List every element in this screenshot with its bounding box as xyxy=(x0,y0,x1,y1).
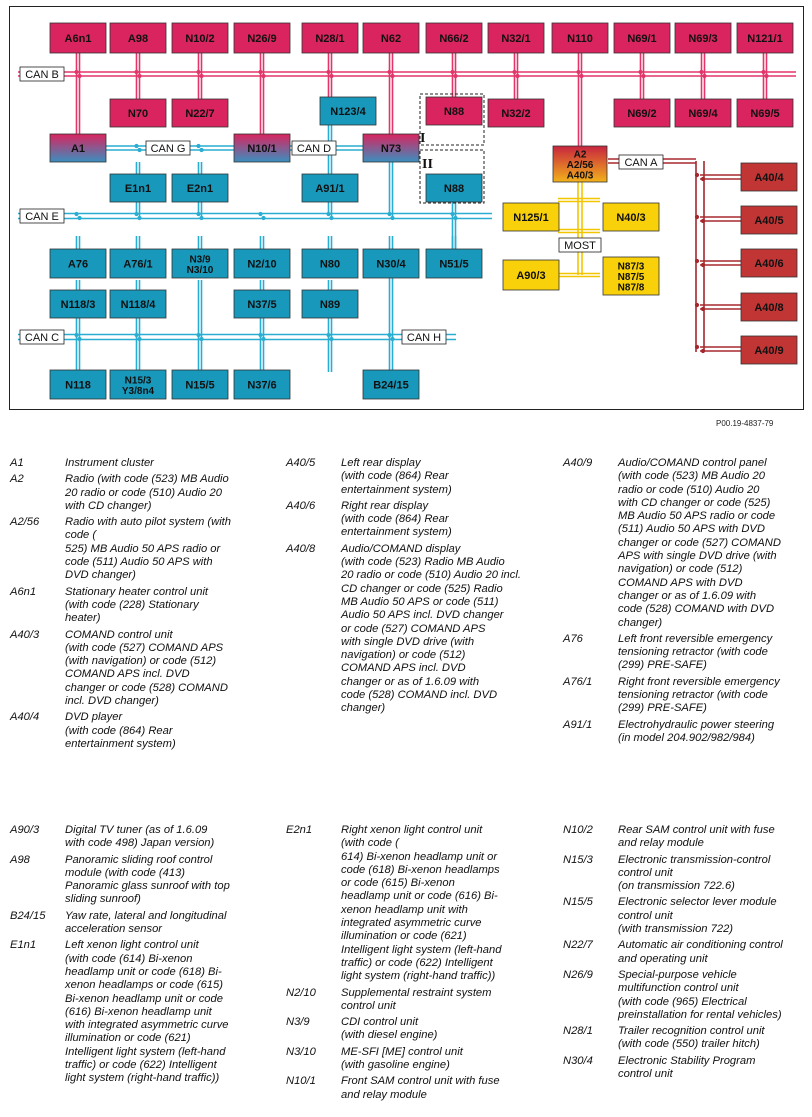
junction-dot xyxy=(695,173,699,177)
bus-label-can-h xyxy=(402,330,446,344)
bus-label-text: CAN G xyxy=(150,143,186,155)
module-label: N69/1 xyxy=(627,33,657,45)
bus-label-text: CAN C xyxy=(24,332,60,344)
module-n123-4 xyxy=(320,97,376,125)
module-label: N10/2 xyxy=(185,33,215,45)
legend-entry xyxy=(10,629,272,709)
junction-dot xyxy=(641,74,645,78)
module-n30-4 xyxy=(363,249,419,278)
junction-dot xyxy=(77,216,81,220)
legend-entry xyxy=(10,939,272,1085)
module-label: A40/8 xyxy=(754,302,784,314)
bus-label-text: CAN A xyxy=(624,157,658,169)
legend-entry xyxy=(286,987,548,1014)
module-label: N69/4 xyxy=(688,108,718,120)
junction-dot xyxy=(261,337,265,341)
legend-description: Radio (with code (523) MB Audio 20 radio or code (510) Audio 20 with CD changer) xyxy=(65,473,229,512)
junction-dot xyxy=(764,74,768,78)
module-n40-3 xyxy=(603,203,659,231)
module-label: N118 xyxy=(65,379,91,392)
module-n125-1 xyxy=(503,203,559,231)
junction-dot xyxy=(579,74,583,78)
module-n73 xyxy=(363,134,419,162)
module-label: N66/2 xyxy=(439,33,469,45)
module-label: B24/15 xyxy=(373,379,409,392)
junction-dot xyxy=(196,333,200,337)
module-label: A40/5 xyxy=(754,215,784,227)
junction-dot xyxy=(638,70,642,74)
legend-description: Automatic air conditioning control and operating unit xyxy=(618,939,783,965)
legend-entry xyxy=(563,1025,808,1052)
legend-description: Electronic selector lever module control unit (with transmission 722) xyxy=(618,896,777,936)
module-label: A90/3 xyxy=(516,270,546,282)
module-label: N15/5 xyxy=(185,379,215,392)
junction-dot xyxy=(390,216,394,220)
junction-dot xyxy=(74,333,78,337)
legend-description: Rear SAM control unit with fuse and relay module xyxy=(618,824,775,850)
module-n121-1 xyxy=(737,23,793,53)
network-topology-diagram xyxy=(0,0,812,420)
junction-dot xyxy=(258,333,262,337)
module-label: A76 xyxy=(67,258,89,271)
bus-label-can-g xyxy=(146,141,190,155)
junction-dot xyxy=(199,148,203,152)
legend-entry xyxy=(563,824,808,851)
legend-entry xyxy=(563,854,808,894)
legend-code: N28/1 xyxy=(563,1025,593,1038)
module-label: N69/3 xyxy=(688,33,718,45)
module-label: N51/5 xyxy=(439,258,469,271)
legend-column-5 xyxy=(286,824,548,1105)
junction-dot xyxy=(453,216,457,220)
legend-description: Audio/COMAND display (with code (523) Radio MB Audio 20 radio or code (510) Audio 20 incl. CD changer or code (525) Radio MB Audio 50 APS or code (511) Audio 50 APS incl. DVD changer or code (527) COMAND APS with single DVD drive (with navigation) or code (512) COMAND APS incl. DVD changer or as of 1.6.09 with code (528) COMAND incl. DVD changer) xyxy=(341,542,521,715)
junction-dot xyxy=(699,70,703,74)
legend-code: N10/1 xyxy=(286,1075,316,1088)
module-n69-1 xyxy=(614,23,670,53)
junction-dot xyxy=(77,337,81,341)
module-label: A40/4 xyxy=(754,172,784,184)
legend-code: A2/56 xyxy=(10,516,40,529)
junction-dot xyxy=(258,70,262,74)
bus-label-can-d xyxy=(292,141,336,155)
legend-entry xyxy=(563,939,808,966)
legend-code: N26/9 xyxy=(563,968,593,981)
legend-entry xyxy=(10,854,272,907)
junction-dot xyxy=(74,70,78,74)
module-label: N118/3 xyxy=(60,299,96,311)
module-label: N125/1 xyxy=(513,212,549,224)
module-n26-9 xyxy=(234,23,290,53)
junction-dot xyxy=(695,345,699,349)
junction-dot xyxy=(701,219,705,223)
legend-entry xyxy=(10,586,272,626)
legend-code: A40/4 xyxy=(10,711,40,724)
junction-dot xyxy=(576,70,580,74)
module-a90-3 xyxy=(503,260,559,290)
legend-description: COMAND control unit (with code (527) COMAND APS (with navigation) or code (512) COMAND APS incl. DVD changer or code (528) COMAND incl. DVD changer) xyxy=(65,628,228,708)
legend-column-6 xyxy=(563,824,808,1084)
module-label: N69/2 xyxy=(627,108,657,120)
module-a76 xyxy=(50,249,106,278)
module-a40-9 xyxy=(741,336,797,364)
figure-id: P00.19-4837-79 xyxy=(716,419,774,428)
module-n87 xyxy=(603,257,659,295)
module-label: N2/10 xyxy=(247,258,277,271)
junction-dot xyxy=(137,74,141,78)
module-label: N73 xyxy=(380,143,402,155)
junction-dot xyxy=(695,215,699,219)
legend-code: A1 xyxy=(10,457,24,469)
module-n15-5 xyxy=(172,370,228,399)
legend-description: Panoramic sliding roof control module (with code (413) Panoramic glass sunroof with top sliding sunroof) xyxy=(65,853,230,906)
junction-dot xyxy=(137,216,141,220)
module-label: A91/1 xyxy=(315,183,345,195)
legend-description: Right xenon light control unit (with code ( 614) Bi-xenon headlamp unit or code (618) Bi-xenon headlamps or code (615) Bi-xenon headlamp unit or code (616) Bi- xenon headlamp unit with integrated asymmetric curve illumination or code (621) Intelligent light system (left-hand traffic) or code (622) Intelligent light system (right-hand traffic)) xyxy=(341,824,502,983)
module-a40-6 xyxy=(741,249,797,277)
junction-dot xyxy=(199,74,203,78)
legend-code: B24/15 xyxy=(10,909,46,922)
legend-description: Audio/COMAND control panel (with code (523) MB Audio 20 radio or code (510) Audio 20 with CD changer or code (525) MB Audio 50 APS radio or code (511) Audio 50 APS with DVD changer or code (527) COMAND APS with single DVD drive (with navigation) or code (512) COMAND APS with DVD changer or as of 1.6.09 with code (528) COMAND with DVD changer) xyxy=(618,457,781,629)
module-n37-6 xyxy=(234,370,290,399)
legend-code: A2 xyxy=(10,473,24,486)
legend-code: A40/5 xyxy=(286,457,316,469)
junction-dot xyxy=(450,212,454,216)
module-n70 xyxy=(110,99,166,127)
junction-dot xyxy=(387,333,391,337)
module-n3 xyxy=(172,249,228,278)
legend-description: Radio with auto pilot system (with code ( 525) MB Audio 50 APS radio or code (511) Audio 50 APS with DVD changer) xyxy=(65,516,232,582)
module-e2n1 xyxy=(172,174,228,202)
module-label: A2/56 xyxy=(566,160,594,171)
module-n88-top xyxy=(426,97,482,125)
legend-description: Electronic transmission-control control unit (on transmission 722.6) xyxy=(618,853,771,893)
module-label: A40/9 xyxy=(754,345,784,357)
legend-code: E1n1 xyxy=(10,939,37,952)
legend-code: A98 xyxy=(10,853,30,866)
legend-entry xyxy=(286,1016,548,1043)
bus-label-text: CAN D xyxy=(296,143,332,155)
junction-dot xyxy=(196,70,200,74)
legend-code: A76/1 xyxy=(563,675,593,688)
junction-dot xyxy=(329,337,333,341)
legend-code: N2/10 xyxy=(286,986,316,999)
junction-dot xyxy=(196,144,200,148)
module-n10-1 xyxy=(234,134,290,162)
option-numeral-roman_1: I xyxy=(420,131,426,146)
junction-dot xyxy=(77,74,81,78)
legend-description: DVD player (with code (864) Rear entertainment system) xyxy=(65,711,176,750)
junction-dot xyxy=(326,212,330,216)
junction-dot xyxy=(137,337,141,341)
junction-dot xyxy=(261,216,265,220)
module-label: N88 xyxy=(443,183,465,195)
legend-description: Electrohydraulic power steering (in model 204.902/982/984) xyxy=(618,718,775,744)
module-label: N30/4 xyxy=(376,258,406,271)
junction-dot xyxy=(329,74,333,78)
legend-column-2 xyxy=(286,457,548,719)
module-label: N70 xyxy=(127,108,149,120)
legend-code: A90/3 xyxy=(10,824,40,836)
legend-description: Right rear display (with code (864) Rear entertainment system) xyxy=(341,499,452,539)
legend-entry xyxy=(10,516,272,582)
module-n89 xyxy=(302,290,358,318)
legend-code: N22/7 xyxy=(563,939,593,952)
bus-label-can-c xyxy=(20,330,64,344)
junction-dot xyxy=(695,259,699,263)
legend-entry xyxy=(10,910,272,937)
legend-entry xyxy=(563,719,808,746)
legend-code: A91/1 xyxy=(563,718,593,731)
junction-dot xyxy=(453,74,457,78)
legend-description: Trailer recognition control unit (with code (550) trailer hitch) xyxy=(618,1025,765,1051)
module-n32-1 xyxy=(488,23,544,53)
junction-dot xyxy=(196,212,200,216)
module-n51-5 xyxy=(426,249,482,278)
bus-label-can-a xyxy=(619,155,663,169)
module-n118-4 xyxy=(110,290,166,318)
module-label: N3/9 xyxy=(189,254,211,266)
legend-entry xyxy=(563,896,808,936)
module-n110 xyxy=(552,23,608,53)
module-label: N118/4 xyxy=(120,299,156,311)
module-label: N37/6 xyxy=(247,379,277,392)
module-a91-1 xyxy=(302,174,358,202)
legend-entry xyxy=(10,457,272,470)
junction-dot xyxy=(137,148,141,152)
bus-label-can-b xyxy=(20,67,64,81)
junction-dot xyxy=(199,337,203,341)
module-label: N15/3 xyxy=(124,375,152,387)
legend-description: Yaw rate, lateral and longitudinal acceleration sensor xyxy=(65,909,227,936)
module-a40-8 xyxy=(741,293,797,321)
module-label: N123/4 xyxy=(330,106,366,118)
module-b24-15 xyxy=(363,370,419,399)
junction-dot xyxy=(702,74,706,78)
module-label: N62 xyxy=(380,33,402,45)
legend-description: Instrument cluster xyxy=(65,457,154,469)
legend-entry xyxy=(286,457,548,497)
junction-dot xyxy=(390,74,394,78)
module-n32-2 xyxy=(488,99,544,127)
legend-entry xyxy=(563,676,808,716)
legend-description: Left front reversible emergency tensioning retractor (with code (299) PRE-SAFE) xyxy=(618,632,773,672)
junction-dot xyxy=(74,212,78,216)
module-label: A6n1 xyxy=(64,33,92,45)
junction-dot xyxy=(258,212,262,216)
module-n69-4 xyxy=(675,99,731,127)
module-n88-bottom xyxy=(426,174,482,202)
module-label: N40/3 xyxy=(616,212,646,224)
module-a98 xyxy=(110,23,166,53)
junction-dot xyxy=(695,303,699,307)
legend-column-4 xyxy=(10,824,272,1089)
module-a2 xyxy=(553,146,607,182)
junction-dot xyxy=(134,212,138,216)
legend-entry xyxy=(563,1055,808,1082)
junction-dot xyxy=(387,212,391,216)
legend-column-3 xyxy=(563,457,808,748)
legend-entry xyxy=(563,633,808,673)
legend-code: E2n1 xyxy=(286,824,313,836)
legend-entry xyxy=(563,969,808,1022)
junction-dot xyxy=(701,177,705,181)
module-label: N87/5 xyxy=(617,272,645,283)
module-label: N26/9 xyxy=(247,33,277,45)
legend-description: Electronic Stability Program control unit xyxy=(618,1054,756,1081)
legend-code: N15/3 xyxy=(563,853,593,866)
bus-label-most xyxy=(559,238,601,252)
module-label: N80 xyxy=(319,258,341,271)
module-n10-2 xyxy=(172,23,228,53)
legend-code: N3/10 xyxy=(286,1045,316,1058)
module-label: N10/1 xyxy=(247,143,277,155)
legend-description: Supplemental restraint system control unit xyxy=(341,986,492,1012)
module-n80 xyxy=(302,249,358,278)
junction-dot xyxy=(326,70,330,74)
module-n66-2 xyxy=(426,23,482,53)
legend-entry xyxy=(10,711,272,751)
legend-code: A40/6 xyxy=(286,499,316,512)
module-label: A2 xyxy=(573,149,587,161)
junction-dot xyxy=(512,70,516,74)
junction-dot xyxy=(450,70,454,74)
legend-entry xyxy=(286,543,548,716)
module-label: N88 xyxy=(443,106,465,118)
junction-dot xyxy=(761,70,765,74)
module-label: A40/3 xyxy=(566,170,594,182)
module-a6n1 xyxy=(50,23,106,53)
module-label: N89 xyxy=(319,299,341,311)
junction-dot xyxy=(326,333,330,337)
junction-dot xyxy=(261,74,265,78)
junction-dot xyxy=(134,70,138,74)
option-numeral-roman_2: II xyxy=(422,157,433,172)
legend-column-1 xyxy=(10,457,272,754)
module-e1n1 xyxy=(110,174,166,202)
junction-dot xyxy=(134,144,138,148)
module-label: A1 xyxy=(70,143,86,155)
legend-description: Stationary heater control unit (with code (228) Stationary heater) xyxy=(65,585,209,625)
junction-dot xyxy=(701,263,705,267)
module-n37-5 xyxy=(234,290,290,318)
bus-label-can-e xyxy=(20,209,64,223)
module-a40-5 xyxy=(741,206,797,234)
junction-dot xyxy=(134,333,138,337)
module-n28-1 xyxy=(302,23,358,53)
module-label: Y3/8n4 xyxy=(121,385,155,397)
legend-entry xyxy=(286,1075,548,1102)
module-label: N121/1 xyxy=(747,33,783,45)
legend-description: CDI control unit (with diesel engine) xyxy=(341,1016,438,1042)
module-label: N32/1 xyxy=(501,33,531,45)
legend-code: N15/5 xyxy=(563,896,593,909)
module-label: E2n1 xyxy=(186,183,214,195)
legend-entry xyxy=(286,500,548,540)
module-a1 xyxy=(50,134,106,162)
legend-entry xyxy=(286,824,548,984)
module-label: N3/10 xyxy=(186,264,214,276)
module-a76-1 xyxy=(110,249,166,278)
module-n2-10 xyxy=(234,249,290,278)
legend-description: Digital TV tuner (as of 1.6.09 with code 498) Japan version) xyxy=(65,824,215,850)
legend-entry xyxy=(10,824,272,851)
legend-code: N10/2 xyxy=(563,824,593,836)
module-n62 xyxy=(363,23,419,53)
legend-code: A6n1 xyxy=(10,585,37,598)
module-label: N87/8 xyxy=(617,282,645,294)
legend-description: Front SAM control unit with fuse and relay module xyxy=(341,1075,500,1101)
diagram-frame xyxy=(10,7,804,410)
module-label: A98 xyxy=(127,33,149,45)
module-n118 xyxy=(50,370,106,399)
junction-dot xyxy=(199,216,203,220)
module-label: N37/5 xyxy=(247,299,277,311)
legend-code: A76 xyxy=(563,632,583,645)
module-label: E1n1 xyxy=(124,183,152,195)
junction-dot xyxy=(515,74,519,78)
module-label: N87/3 xyxy=(617,261,645,273)
bus-label-text: MOST xyxy=(564,240,596,252)
legend-code: N3/9 xyxy=(286,1016,310,1029)
legend-code: A40/3 xyxy=(10,628,40,641)
module-n118-3 xyxy=(50,290,106,318)
module-label: N22/7 xyxy=(185,108,215,120)
junction-dot xyxy=(390,337,394,341)
module-label: A76/1 xyxy=(123,258,153,271)
legend-description: Left rear display (with code (864) Rear entertainment system) xyxy=(341,457,452,496)
module-a40-4 xyxy=(741,163,797,191)
module-n69-5 xyxy=(737,99,793,127)
module-label: N28/1 xyxy=(315,33,345,45)
legend-code: A40/9 xyxy=(563,457,593,469)
legend-description: Special-purpose vehicle multifunction control unit (with code (965) Electrical preinstallation for rental vehicles) xyxy=(618,968,782,1021)
junction-dot xyxy=(387,70,391,74)
legend-code: N30/4 xyxy=(563,1054,593,1067)
legend-description: ME-SFI [ME] control unit (with gasoline engine) xyxy=(341,1045,463,1072)
legend-entry xyxy=(286,1046,548,1073)
bus-label-text: CAN E xyxy=(25,211,59,223)
legend-entry xyxy=(563,457,808,630)
module-n69-2 xyxy=(614,99,670,127)
module-label: N32/2 xyxy=(501,108,531,120)
bus-label-text: CAN B xyxy=(25,69,59,81)
legend-code: A40/8 xyxy=(286,542,316,555)
junction-dot xyxy=(701,349,705,353)
module-n15-3 xyxy=(110,370,166,399)
junction-dot xyxy=(701,307,705,311)
legend-description: Left xenon light control unit (with code (614) Bi-xenon headlamp unit or code (618) Bi- xenon headlamps or code (615) Bi-xenon headlamp unit or code (616) Bi-xenon headlamp unit with integrated asymmetric curve illumination or code (621) Intelligent light system (left-hand traffic) or code (622) Intelligent light system (right-hand traffic)) xyxy=(65,939,229,1085)
legend-description: Right front reversible emergency tensioning retractor (with code (299) PRE-SAFE) xyxy=(618,675,780,715)
module-label: N69/5 xyxy=(750,108,780,120)
junction-dot xyxy=(329,216,333,220)
legend-entry xyxy=(10,473,272,513)
module-n22-7 xyxy=(172,99,228,127)
module-label: A40/6 xyxy=(754,258,784,270)
bus-label-text: CAN H xyxy=(406,332,442,344)
module-label: N110 xyxy=(567,33,593,45)
module-n69-3 xyxy=(675,23,731,53)
